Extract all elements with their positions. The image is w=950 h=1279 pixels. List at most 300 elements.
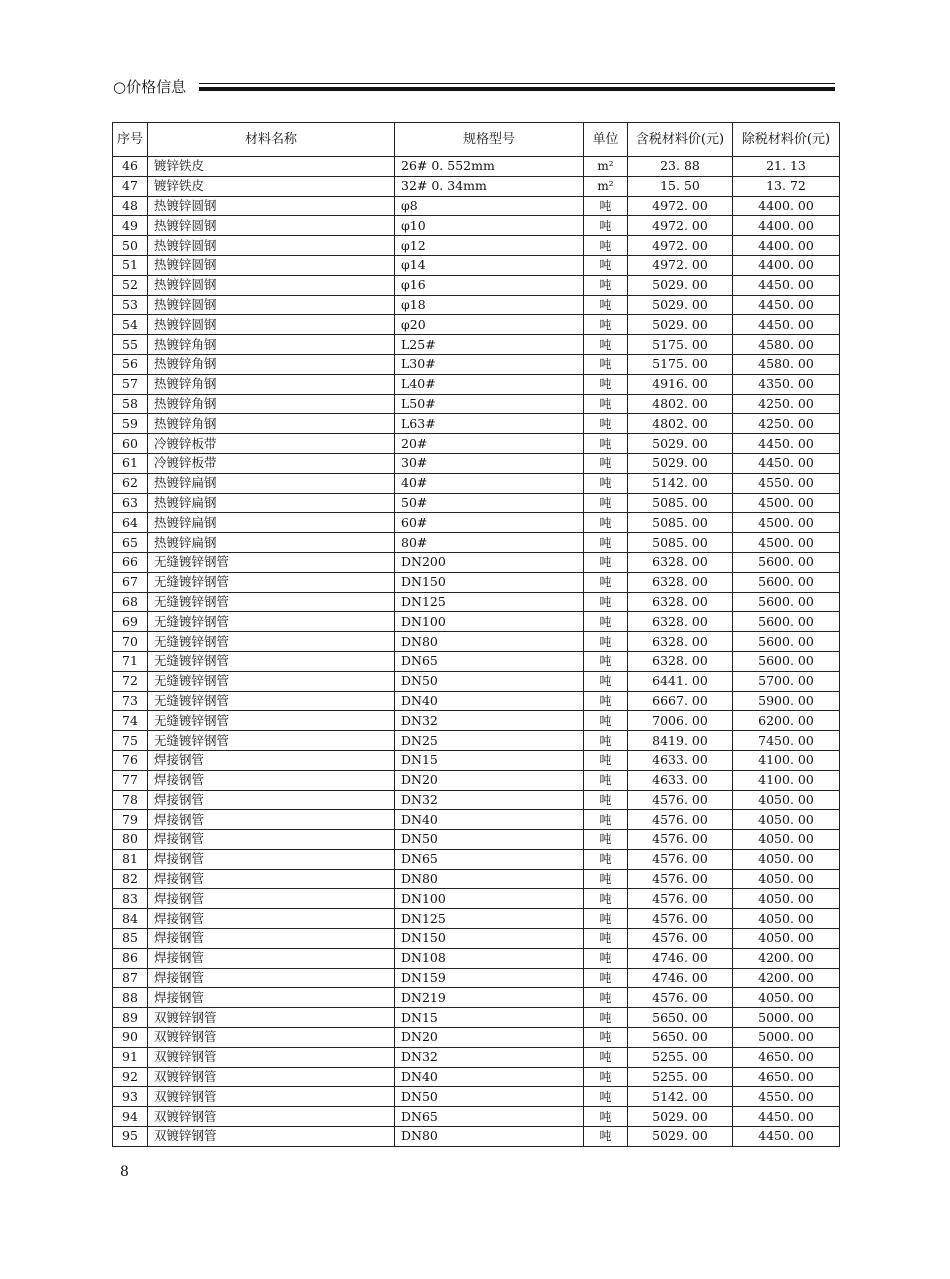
cell-specification: φ12 [395,236,584,256]
cell-unit: 吨 [584,216,628,236]
cell-index: 93 [113,1087,148,1107]
cell-unit: 吨 [584,790,628,810]
cell-material-name: 无缝镀锌钢管 [148,552,395,572]
cell-price-without-tax: 4350. 00 [733,374,840,394]
cell-unit: 吨 [584,612,628,632]
cell-price-without-tax: 4450. 00 [733,453,840,473]
page-number: 8 [120,1164,129,1180]
cell-price-with-tax: 4576. 00 [628,810,733,830]
table-row [113,354,840,374]
table-row [113,374,840,394]
cell-material-name: 冷镀锌板带 [148,434,395,454]
cell-specification: DN65 [395,651,584,671]
cell-index: 58 [113,394,148,414]
cell-unit: m² [584,176,628,196]
cell-price-without-tax: 21. 13 [733,157,840,177]
cell-index: 73 [113,691,148,711]
cell-material-name: 热镀锌圆钢 [148,295,395,315]
table-row [113,473,840,493]
cell-unit: 吨 [584,335,628,355]
table-row [113,157,840,177]
cell-specification: DN20 [395,770,584,790]
cell-specification: φ10 [395,216,584,236]
cell-specification: DN125 [395,909,584,929]
cell-specification: DN50 [395,671,584,691]
cell-material-name: 热镀锌圆钢 [148,196,395,216]
cell-unit: 吨 [584,513,628,533]
cell-price-without-tax: 4500. 00 [733,533,840,553]
cell-index: 83 [113,889,148,909]
cell-index: 71 [113,651,148,671]
cell-specification: DN219 [395,988,584,1008]
cell-index: 91 [113,1047,148,1067]
cell-index: 77 [113,770,148,790]
cell-price-without-tax: 4400. 00 [733,255,840,275]
cell-material-name: 双镀锌钢管 [148,1028,395,1048]
cell-specification: DN125 [395,592,584,612]
cell-price-with-tax: 4576. 00 [628,869,733,889]
cell-specification: φ8 [395,196,584,216]
cell-unit: 吨 [584,1127,628,1147]
cell-material-name: 焊接钢管 [148,968,395,988]
cell-price-with-tax: 5029. 00 [628,434,733,454]
cell-price-without-tax: 5600. 00 [733,572,840,592]
cell-material-name: 无缝镀锌钢管 [148,572,395,592]
cell-specification: DN15 [395,1008,584,1028]
cell-price-with-tax: 6328. 00 [628,632,733,652]
cell-specification: φ18 [395,295,584,315]
cell-unit: 吨 [584,889,628,909]
cell-price-with-tax: 4972. 00 [628,236,733,256]
cell-unit: m² [584,157,628,177]
table-row [113,592,840,612]
table-row [113,651,840,671]
table-row [113,315,840,335]
cell-unit: 吨 [584,830,628,850]
cell-specification: 32# 0. 34mm [395,176,584,196]
table-row [113,394,840,414]
cell-material-name: 焊接钢管 [148,988,395,1008]
cell-material-name: 焊接钢管 [148,869,395,889]
table-row [113,1127,840,1147]
cell-price-without-tax: 4100. 00 [733,750,840,770]
cell-specification: φ20 [395,315,584,335]
cell-specification: 40# [395,473,584,493]
cell-price-without-tax: 4580. 00 [733,354,840,374]
cell-price-without-tax: 4500. 00 [733,493,840,513]
cell-unit: 吨 [584,275,628,295]
cell-unit: 吨 [584,394,628,414]
cell-price-without-tax: 4250. 00 [733,414,840,434]
cell-material-name: 无缝镀锌钢管 [148,691,395,711]
cell-unit: 吨 [584,671,628,691]
cell-unit: 吨 [584,810,628,830]
cell-unit: 吨 [584,849,628,869]
cell-price-without-tax: 4450. 00 [733,434,840,454]
cell-price-without-tax: 13. 72 [733,176,840,196]
cell-index: 86 [113,948,148,968]
cell-price-with-tax: 7006. 00 [628,711,733,731]
cell-price-without-tax: 5600. 00 [733,612,840,632]
table-row [113,196,840,216]
cell-index: 79 [113,810,148,830]
header-unit: 单位 [584,123,628,157]
cell-material-name: 双镀锌钢管 [148,1008,395,1028]
cell-material-name: 双镀锌钢管 [148,1087,395,1107]
cell-price-with-tax: 5029. 00 [628,315,733,335]
table-row [113,810,840,830]
table-row [113,948,840,968]
cell-material-name: 焊接钢管 [148,770,395,790]
header-specification: 规格型号 [395,123,584,157]
cell-price-without-tax: 5900. 00 [733,691,840,711]
cell-price-without-tax: 6200. 00 [733,711,840,731]
cell-price-without-tax: 4450. 00 [733,315,840,335]
cell-material-name: 热镀锌角钢 [148,394,395,414]
header-price-with-tax: 含税材料价(元) [628,123,733,157]
cell-price-without-tax: 4550. 00 [733,1087,840,1107]
cell-price-with-tax: 4972. 00 [628,196,733,216]
cell-index: 78 [113,790,148,810]
cell-material-name: 无缝镀锌钢管 [148,711,395,731]
cell-price-with-tax: 6328. 00 [628,612,733,632]
cell-specification: 80# [395,533,584,553]
cell-price-without-tax: 4650. 00 [733,1067,840,1087]
cell-material-name: 焊接钢管 [148,909,395,929]
cell-unit: 吨 [584,731,628,751]
cell-material-name: 焊接钢管 [148,889,395,909]
cell-material-name: 无缝镀锌钢管 [148,731,395,751]
cell-material-name: 热镀锌扁钢 [148,513,395,533]
cell-index: 92 [113,1067,148,1087]
cell-index: 49 [113,216,148,236]
table-row [113,216,840,236]
cell-unit: 吨 [584,651,628,671]
cell-specification: DN150 [395,929,584,949]
cell-price-without-tax: 4050. 00 [733,988,840,1008]
cell-specification: DN20 [395,1028,584,1048]
cell-price-with-tax: 5255. 00 [628,1067,733,1087]
cell-price-without-tax: 4450. 00 [733,1107,840,1127]
cell-price-without-tax: 4050. 00 [733,790,840,810]
cell-index: 55 [113,335,148,355]
cell-price-without-tax: 4450. 00 [733,295,840,315]
cell-price-with-tax: 5029. 00 [628,295,733,315]
cell-material-name: 焊接钢管 [148,830,395,850]
cell-unit: 吨 [584,374,628,394]
cell-unit: 吨 [584,988,628,1008]
cell-unit: 吨 [584,1067,628,1087]
cell-unit: 吨 [584,236,628,256]
cell-material-name: 焊接钢管 [148,948,395,968]
cell-material-name: 无缝镀锌钢管 [148,632,395,652]
table-row [113,988,840,1008]
cell-price-with-tax: 4916. 00 [628,374,733,394]
cell-price-without-tax: 4450. 00 [733,1127,840,1147]
price-table [112,122,840,1147]
table-row [113,889,840,909]
cell-price-with-tax: 4576. 00 [628,830,733,850]
section-header [113,76,835,98]
cell-price-with-tax: 6441. 00 [628,671,733,691]
cell-price-with-tax: 5085. 00 [628,533,733,553]
cell-material-name: 镀锌铁皮 [148,157,395,177]
table-row [113,671,840,691]
cell-specification: DN15 [395,750,584,770]
cell-unit: 吨 [584,1107,628,1127]
table-row [113,1087,840,1107]
cell-material-name: 镀锌铁皮 [148,176,395,196]
cell-specification: L63# [395,414,584,434]
cell-index: 95 [113,1127,148,1147]
cell-index: 76 [113,750,148,770]
cell-price-without-tax: 4500. 00 [733,513,840,533]
cell-price-with-tax: 6328. 00 [628,592,733,612]
cell-unit: 吨 [584,1008,628,1028]
table-row [113,176,840,196]
cell-material-name: 冷镀锌板带 [148,453,395,473]
cell-specification: 20# [395,434,584,454]
cell-material-name: 双镀锌钢管 [148,1067,395,1087]
cell-unit: 吨 [584,909,628,929]
cell-specification: L30# [395,354,584,374]
cell-price-with-tax: 4802. 00 [628,414,733,434]
cell-price-with-tax: 5085. 00 [628,513,733,533]
cell-material-name: 热镀锌角钢 [148,354,395,374]
cell-index: 67 [113,572,148,592]
table-row [113,1028,840,1048]
cell-index: 74 [113,711,148,731]
cell-material-name: 双镀锌钢管 [148,1107,395,1127]
cell-index: 68 [113,592,148,612]
cell-specification: DN150 [395,572,584,592]
table-row [113,414,840,434]
cell-material-name: 无缝镀锌钢管 [148,671,395,691]
cell-price-with-tax: 5142. 00 [628,1087,733,1107]
section-title: ○价格信息 [113,78,187,96]
table-row [113,295,840,315]
cell-material-name: 焊接钢管 [148,849,395,869]
cell-index: 59 [113,414,148,434]
cell-price-with-tax: 4576. 00 [628,849,733,869]
cell-index: 75 [113,731,148,751]
cell-price-with-tax: 6328. 00 [628,651,733,671]
cell-specification: 30# [395,453,584,473]
cell-material-name: 热镀锌角钢 [148,335,395,355]
table-row [113,632,840,652]
cell-price-with-tax: 6667. 00 [628,691,733,711]
cell-price-without-tax: 5600. 00 [733,651,840,671]
cell-index: 53 [113,295,148,315]
cell-price-with-tax: 4972. 00 [628,255,733,275]
cell-specification: 50# [395,493,584,513]
header-index: 序号 [113,123,148,157]
cell-price-with-tax: 5255. 00 [628,1047,733,1067]
table-header-row [113,123,840,157]
cell-price-without-tax: 4400. 00 [733,196,840,216]
table-row [113,731,840,751]
cell-index: 62 [113,473,148,493]
cell-price-without-tax: 5700. 00 [733,671,840,691]
cell-unit: 吨 [584,315,628,335]
cell-specification: DN159 [395,968,584,988]
cell-material-name: 热镀锌圆钢 [148,275,395,295]
table-row [113,453,840,473]
cell-specification: DN50 [395,1087,584,1107]
cell-index: 82 [113,869,148,889]
cell-material-name: 热镀锌角钢 [148,414,395,434]
table-row [113,513,840,533]
cell-specification: DN50 [395,830,584,850]
cell-price-with-tax: 4633. 00 [628,770,733,790]
cell-unit: 吨 [584,533,628,553]
cell-price-with-tax: 5142. 00 [628,473,733,493]
cell-index: 46 [113,157,148,177]
table-row [113,335,840,355]
cell-material-name: 热镀锌圆钢 [148,315,395,335]
cell-index: 47 [113,176,148,196]
cell-unit: 吨 [584,948,628,968]
cell-material-name: 焊接钢管 [148,790,395,810]
cell-index: 85 [113,929,148,949]
table-row [113,255,840,275]
cell-specification: φ14 [395,255,584,275]
cell-index: 88 [113,988,148,1008]
cell-material-name: 无缝镀锌钢管 [148,651,395,671]
cell-index: 69 [113,612,148,632]
cell-specification: DN25 [395,731,584,751]
cell-price-without-tax: 5600. 00 [733,552,840,572]
cell-price-without-tax: 4200. 00 [733,968,840,988]
cell-unit: 吨 [584,354,628,374]
cell-index: 65 [113,533,148,553]
cell-specification: DN108 [395,948,584,968]
cell-specification: DN100 [395,889,584,909]
table-row [113,552,840,572]
cell-unit: 吨 [584,1028,628,1048]
cell-index: 54 [113,315,148,335]
cell-material-name: 焊接钢管 [148,750,395,770]
cell-index: 61 [113,453,148,473]
table-row [113,790,840,810]
cell-material-name: 热镀锌圆钢 [148,255,395,275]
cell-index: 63 [113,493,148,513]
cell-unit: 吨 [584,414,628,434]
cell-unit: 吨 [584,929,628,949]
table-row [113,493,840,513]
table-row [113,236,840,256]
cell-specification: DN65 [395,1107,584,1127]
cell-index: 52 [113,275,148,295]
cell-price-with-tax: 4633. 00 [628,750,733,770]
cell-material-name: 焊接钢管 [148,810,395,830]
cell-index: 84 [113,909,148,929]
table-row [113,275,840,295]
cell-price-without-tax: 4050. 00 [733,909,840,929]
cell-price-with-tax: 4576. 00 [628,988,733,1008]
cell-index: 80 [113,830,148,850]
cell-price-with-tax: 5175. 00 [628,335,733,355]
cell-material-name: 热镀锌圆钢 [148,236,395,256]
cell-specification: 60# [395,513,584,533]
cell-index: 56 [113,354,148,374]
table-row [113,572,840,592]
cell-index: 48 [113,196,148,216]
header-material-name: 材料名称 [148,123,395,157]
cell-price-without-tax: 4650. 00 [733,1047,840,1067]
cell-specification: DN80 [395,1127,584,1147]
cell-specification: DN65 [395,849,584,869]
cell-index: 64 [113,513,148,533]
cell-price-with-tax: 5650. 00 [628,1028,733,1048]
cell-price-without-tax: 4050. 00 [733,810,840,830]
cell-unit: 吨 [584,196,628,216]
cell-price-without-tax: 4050. 00 [733,830,840,850]
cell-unit: 吨 [584,869,628,889]
cell-unit: 吨 [584,493,628,513]
cell-material-name: 热镀锌扁钢 [148,493,395,513]
cell-unit: 吨 [584,572,628,592]
cell-price-with-tax: 4746. 00 [628,968,733,988]
table-row [113,691,840,711]
cell-specification: DN40 [395,691,584,711]
cell-price-without-tax: 4250. 00 [733,394,840,414]
cell-price-with-tax: 5029. 00 [628,453,733,473]
cell-index: 94 [113,1107,148,1127]
cell-material-name: 双镀锌钢管 [148,1047,395,1067]
table-row [113,612,840,632]
cell-price-with-tax: 23. 88 [628,157,733,177]
cell-specification: L25# [395,335,584,355]
cell-price-with-tax: 5085. 00 [628,493,733,513]
cell-specification: DN100 [395,612,584,632]
cell-price-without-tax: 4200. 00 [733,948,840,968]
cell-price-without-tax: 4050. 00 [733,889,840,909]
cell-price-with-tax: 5650. 00 [628,1008,733,1028]
table-row [113,830,840,850]
cell-price-without-tax: 5000. 00 [733,1008,840,1028]
cell-index: 90 [113,1028,148,1048]
cell-index: 89 [113,1008,148,1028]
header-price-without-tax: 除税材料价(元) [733,123,840,157]
cell-index: 87 [113,968,148,988]
cell-price-without-tax: 4050. 00 [733,869,840,889]
cell-unit: 吨 [584,295,628,315]
cell-unit: 吨 [584,691,628,711]
table-row [113,533,840,553]
table-row [113,909,840,929]
table-row [113,1067,840,1087]
table-row [113,750,840,770]
cell-price-with-tax: 4746. 00 [628,948,733,968]
cell-specification: L50# [395,394,584,414]
cell-material-name: 热镀锌扁钢 [148,473,395,493]
cell-index: 60 [113,434,148,454]
cell-index: 51 [113,255,148,275]
cell-price-without-tax: 4400. 00 [733,216,840,236]
cell-price-without-tax: 4400. 00 [733,236,840,256]
cell-price-with-tax: 4972. 00 [628,216,733,236]
cell-material-name: 热镀锌扁钢 [148,533,395,553]
cell-price-with-tax: 5175. 00 [628,354,733,374]
cell-price-with-tax: 8419. 00 [628,731,733,751]
cell-unit: 吨 [584,632,628,652]
cell-price-without-tax: 4050. 00 [733,849,840,869]
cell-material-name: 无缝镀锌钢管 [148,592,395,612]
cell-price-with-tax: 6328. 00 [628,572,733,592]
table-row [113,1008,840,1028]
cell-specification: DN200 [395,552,584,572]
